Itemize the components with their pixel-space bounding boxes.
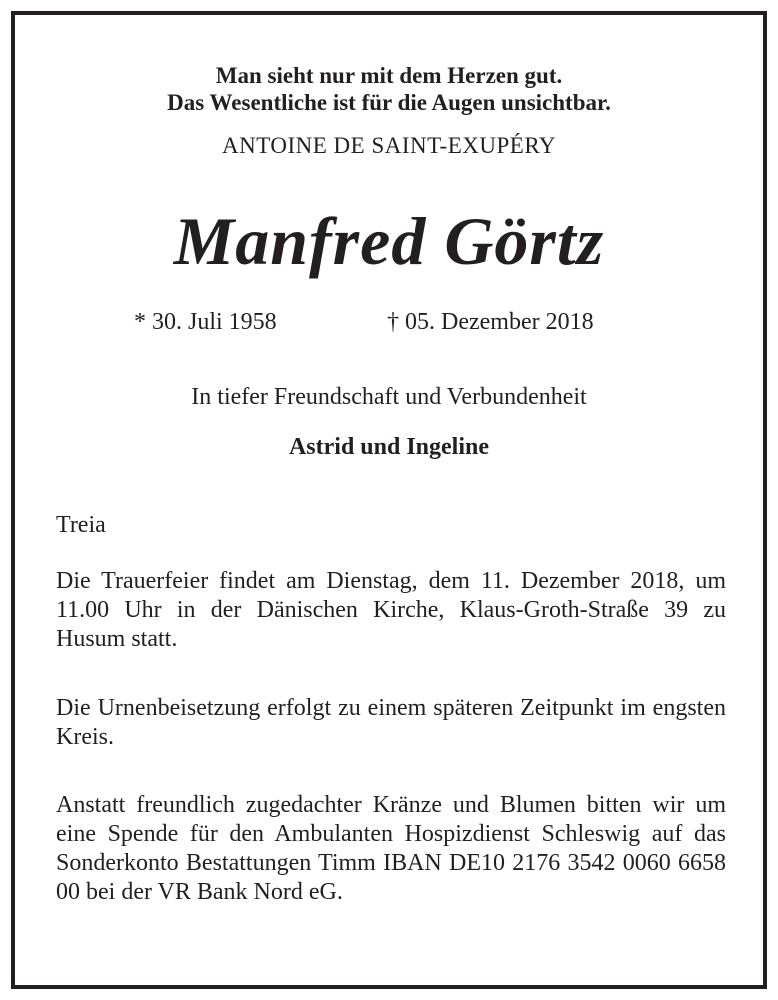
quote-author: ANTOINE DE SAINT-EXUPÉRY — [222, 133, 556, 158]
death-date: † 05. Dezember 2018 — [387, 309, 594, 335]
donation-request-paragraph: Anstatt freundlich zugedachter Kränze und Blumen bitten wir um eine Spende für den Ambulanten Hospizdienst Schleswig auf das Sonderkonto Bestattungen Timm IBAN DE10 2176 3542 0060 6658 00 bei der VR Bank Nord eG. — [56, 792, 726, 905]
urn-burial-paragraph: Die Urnenbeisetzung erfolgt zu einem späteren Zeitpunkt im engsten Kreis. — [56, 695, 726, 750]
funeral-info-paragraph: Die Trauerfeier findet am Dienstag, dem 11. Dezember 2018, um 11.00 Uhr in der Dänischen Kirche, Klaus-Groth-Straße 39 zu Husum statt. — [56, 568, 726, 652]
quote-line-1: Man sieht nur mit dem Herzen gut. — [215, 63, 563, 88]
dedication-line: In tiefer Freundschaft und Verbundenheit — [191, 384, 587, 410]
mourners-names: Astrid und Ingeline — [288, 434, 490, 460]
epigraph-quote — [0, 62, 778, 116]
place-name: Treia — [56, 512, 106, 538]
quote-line-2: Das Wesentliche ist für die Augen unsichtbar. — [167, 90, 611, 115]
deceased-name: Manfred Görtz — [173, 203, 605, 279]
birth-date: * 30. Juli 1958 — [134, 309, 277, 335]
